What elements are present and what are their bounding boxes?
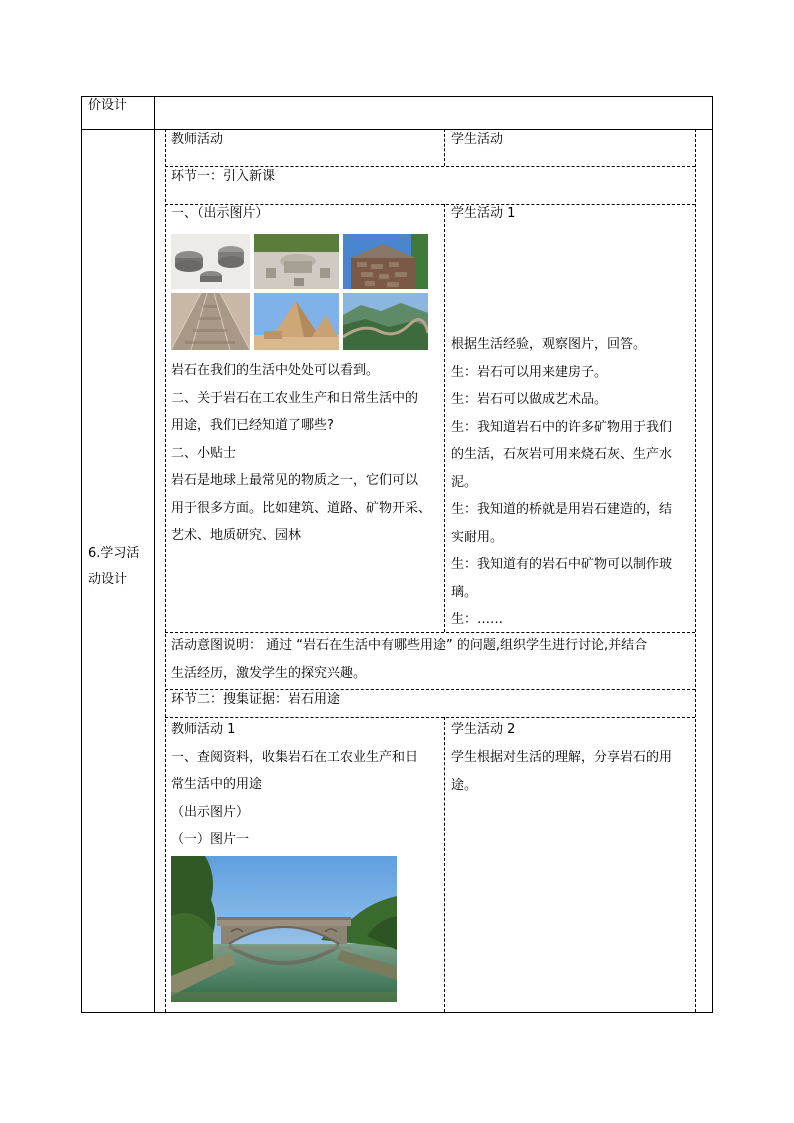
pyramid-photo	[254, 293, 339, 350]
section1-student-line-8: 实耐用。	[451, 529, 504, 545]
stone-road-photo	[171, 293, 250, 350]
outer-table-top-border	[81, 96, 713, 97]
section2-teacher-line-3: 常生活中的用途	[171, 777, 263, 792]
section1-intent-line-2: 生活经历，激发学生的探究兴趣。	[171, 665, 367, 681]
section2-teacher-line-2: 一、查阅资料，收集岩石在工农业生产和日	[171, 749, 419, 765]
section1-student-line-11: 生：……	[451, 612, 504, 627]
inner-table-right-border	[695, 129, 696, 1012]
section1-teacher-heading: 一、（出示图片）	[171, 206, 269, 221]
section1-student-heading: 学生活动 1	[451, 206, 516, 221]
activity-design-label-line1: 6.学习活	[88, 546, 140, 561]
section1-intent-line-1: 活动意图说明： 通过 “岩石在生活中有哪些用途” 的问题,组织学生进行讨论,并结合	[171, 638, 648, 653]
section1-student-line-5: 的生活，石灰岩可用来烧石灰、生产水	[451, 447, 673, 462]
stone-wall-photo	[343, 234, 428, 289]
outer-table-left-border	[81, 96, 82, 1013]
section2-student-heading: 学生活动 2	[451, 722, 516, 737]
inner-col-divider-1	[444, 129, 445, 166]
stone-bridge-photo	[171, 856, 397, 1002]
section1-teacher-line-4: 二、小贴士	[171, 445, 237, 461]
inner-col-divider-3	[444, 717, 445, 1012]
inner-col-divider-2	[444, 204, 445, 632]
section2-student-text	[451, 744, 672, 799]
great-wall-photo	[343, 293, 428, 350]
section1-student-line-7: 生：我知道的桥就是用岩石建造的，结	[451, 502, 673, 517]
section2-teacher-text	[171, 716, 418, 854]
section1-student-line-3: 生：岩石可以做成艺术品。	[451, 392, 608, 407]
student-activity-header: 学生活动	[451, 132, 504, 147]
section1-student-line-10: 璃。	[451, 584, 478, 600]
section1-teacher-line-3: 用途，我们已经知道了哪些?	[171, 418, 334, 433]
section1-teacher-text	[171, 357, 431, 550]
section1-intent-text	[171, 632, 647, 687]
section2-student-line-1: 学生根据对生活的理解，分享岩石的用	[451, 750, 673, 765]
section1-student-line-9: 生：我知道有的岩石中矿物可以制作玻	[451, 557, 673, 572]
section2-teacher-line-1: 教师活动 1	[171, 722, 236, 737]
teacher-activity-header: 教师活动	[171, 132, 224, 147]
section2-student-line-2: 途。	[451, 777, 478, 793]
section1-title: 环节一：引入新课	[171, 169, 276, 184]
section1-teacher-line-6: 用于很多方面。比如建筑、道路、矿物开采、	[171, 500, 432, 516]
outer-table-right-border	[712, 96, 713, 1013]
stone-table-photo	[254, 234, 339, 289]
section2-teacher-line-5: （一）图片一	[171, 832, 250, 847]
outer-table-col-divider	[154, 96, 155, 1013]
millstone-photo	[171, 234, 250, 289]
section1-student-line-4: 生：我知道岩石中的许多矿物用于我们	[451, 419, 673, 435]
section2-teacher-line-4: （出示图片）	[171, 804, 250, 820]
section2-title: 环节二：搜集证据：岩石用途	[171, 692, 341, 707]
inner-table-left-border	[165, 129, 166, 1012]
activity-design-label-line2: 动设计	[88, 572, 128, 587]
section1-student-line-2: 生：岩石可以用来建房子。	[451, 364, 608, 380]
section1-teacher-line-7: 艺术、地质研究、园林	[171, 528, 302, 543]
section1-student-line-6: 泥。	[451, 474, 478, 490]
outer-table-bottom-border	[81, 1012, 713, 1013]
section1-teacher-line-2: 二、关于岩石在工农业生产和日常生活中的	[171, 390, 419, 406]
section1-student-line-1: 根据生活经验，观察图片，回答。	[451, 337, 647, 352]
section1-student-text	[451, 331, 672, 634]
eval-design-label: 价设计	[88, 98, 128, 113]
section1-teacher-line-5: 岩石是地球上最常见的物质之一，它们可以	[171, 473, 419, 488]
section1-teacher-line-1: 岩石在我们的生活中处处可以看到。	[171, 363, 380, 378]
